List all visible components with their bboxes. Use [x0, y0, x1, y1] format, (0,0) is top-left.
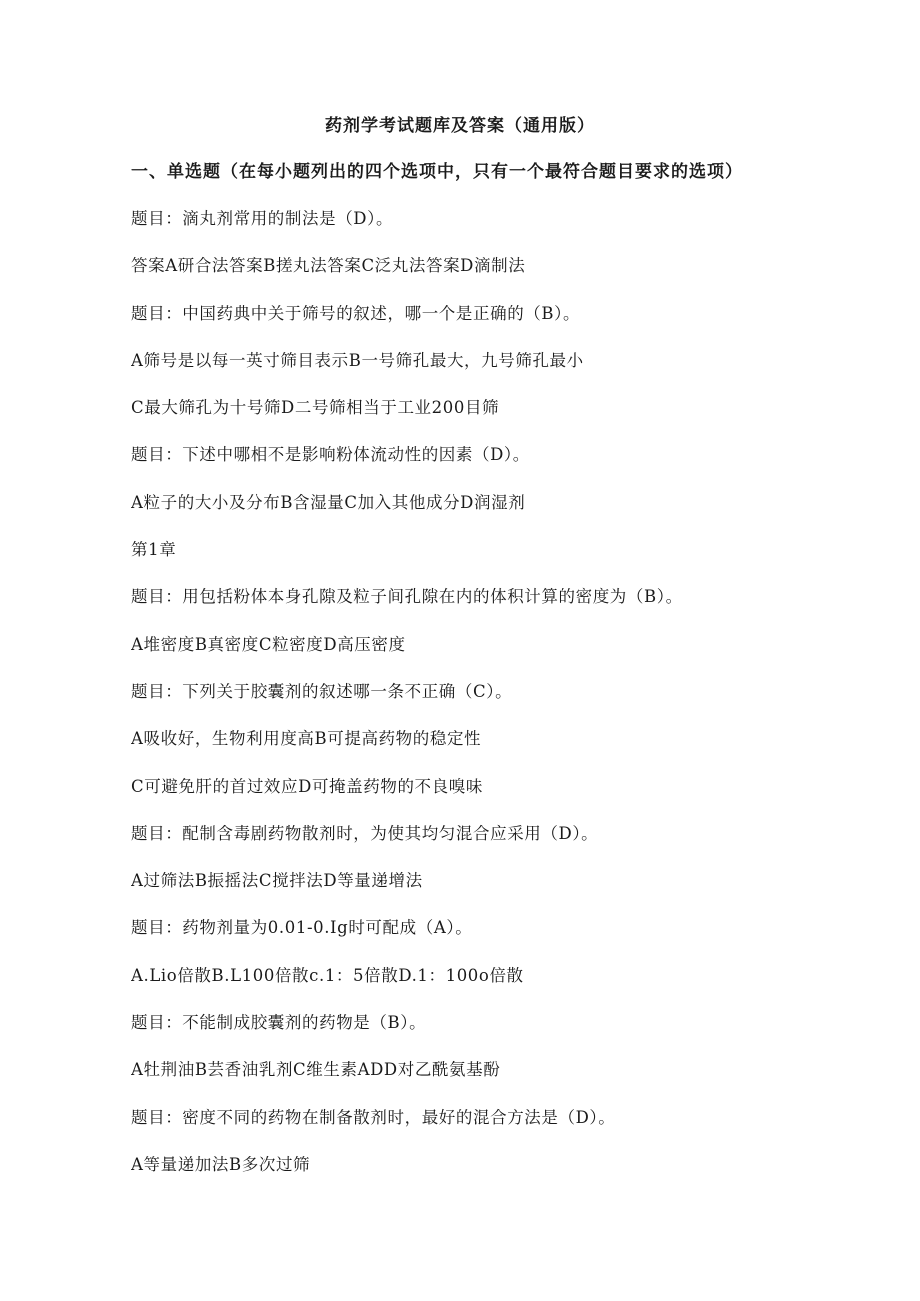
section-heading: 一、单选题（在每小题列出的四个选项中，只有一个最符合题目要求的选项）: [131, 162, 743, 182]
text-line: A筛号是以每一英寸筛目表示B一号筛孔最大，九号筛孔最小: [131, 350, 584, 370]
text-line: C可避免肝的首过效应D可掩盖药物的不良嗅味: [131, 776, 483, 796]
text-line: 题目：不能制成胶囊剂的药物是（B）。: [131, 1013, 427, 1033]
question-list: [131, 206, 891, 1199]
document-title: 药剂学考试题库及答案（通用版）: [325, 116, 595, 136]
text-line: 题目：滴丸剂常用的制法是（D）。: [131, 209, 394, 228]
chapter-label: 第1章: [131, 540, 177, 560]
text-line: 题目：中国药典中关于筛号的叙述，哪一个是正确的（B）。: [131, 303, 581, 323]
text-line: C最大筛孔为十号筛D二号筛相当于工业200目筛: [131, 398, 500, 418]
text-line: 答案A研合法答案B搓丸法答案C泛丸法答案D滴制法: [131, 256, 526, 276]
text-line: A过筛法B振摇法C搅拌法D等量递增法: [131, 871, 423, 891]
text-line: A吸收好，生物利用度高B可提高药物的稳定性: [131, 729, 482, 749]
text-line: A粒子的大小及分布B含湿量C加入其他成分D润湿剂: [131, 492, 526, 512]
text-line: 题目：用包括粉体本身孔隙及粒子间孔隙在内的体积计算的密度为（B）。: [131, 587, 683, 607]
text-line: A等量递加法B多次过筛: [131, 1154, 311, 1174]
text-line: 题目：密度不同的药物在制备散剂时，最好的混合方法是（D）。: [131, 1107, 616, 1127]
text-line: A牡荆油B芸香油乳剂C维生素ADD对乙酰氨基酚: [131, 1060, 501, 1080]
text-line: 题目：下列关于胶囊剂的叙述哪一条不正确（C）。: [131, 681, 513, 701]
text-line: 题目：下述中哪相不是影响粉体流动性的因素（D）。: [131, 445, 530, 465]
text-line: 题目：配制含毒剧药物散剂时，为使其均匀混合应采用（D）。: [131, 823, 599, 843]
text-line: A堆密度B真密度C粒密度D高压密度: [131, 634, 406, 654]
text-line: 题目：药物剂量为0.01-0.Ig时可配成（A）。: [131, 918, 473, 938]
text-line: A.Lio倍散B.L100倍散c.1：5倍散D.1：100o倍散: [131, 965, 524, 985]
